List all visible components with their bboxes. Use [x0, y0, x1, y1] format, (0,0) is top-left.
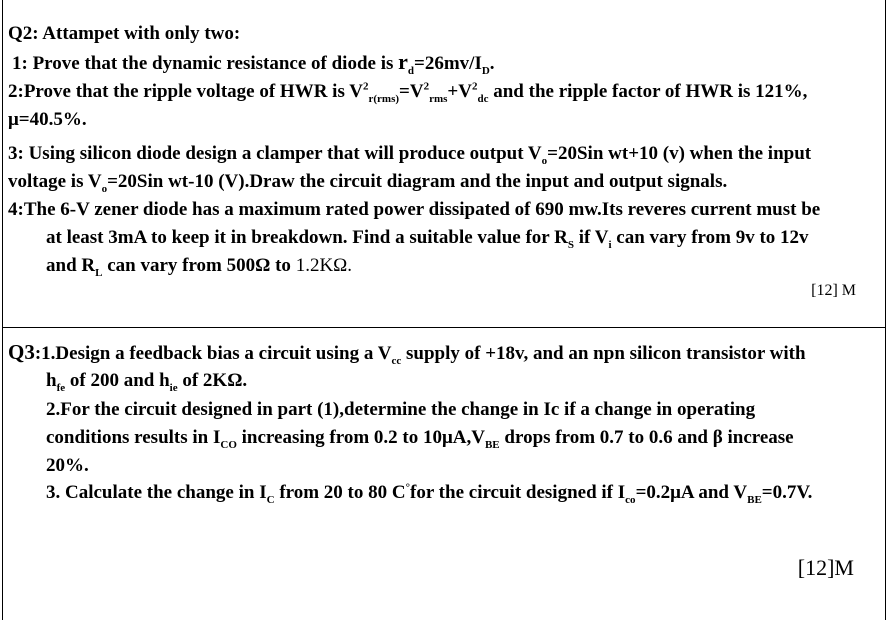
q2-part1: 1: Prove that the dynamic resistance of diode is $r_d=26mv/I_D$. [12, 49, 495, 77]
q2-marks: [12] M [811, 282, 856, 299]
q2-part2-line2: μ=40.5%. [8, 109, 87, 130]
q2-part4-line2: at least 3mA to keep it in breakdown. Find a suitable value for $R_S$ if $V_i$ can vary from 9v to 12v [46, 227, 809, 251]
q3-part2-line3: 20%. [46, 455, 89, 476]
q3-part1: Q3:1.Design a feedback bias a circuit using a $V_{cc}$ supply of +18v, and an npn silicon transistor with [8, 340, 806, 367]
q2-part4-line3: and $R_L$ can vary from 500Ω to 1.2KΩ. [46, 255, 353, 279]
q2-part3-line2: voltage is $V_o=20Sin$ wt-10 (V).Draw the circuit diagram and the input and output signals. [8, 171, 728, 195]
q3-part2-line2: conditions results in $I_{CO}$ increasing from 0.2 to $10\mu A,V_{BE}$ drops from 0.7 to 0.6 and β increase [46, 427, 794, 451]
section-divider [2, 327, 886, 328]
q2-part4: 4:The 6-V zener diode has a maximum rated power dissipated of 690 mw.Its reveres current must be [8, 199, 821, 220]
q3-part3: 3. Calculate the change in $I_C$ from 20 to 80 C°for the circuit designed if $I_{co}=0.2\mu A$ and $V_{BE}=0.7V$. [46, 481, 813, 506]
q3-part2: 2.For the circuit designed in part (1),determine the change in Ic if a change in operating [46, 399, 756, 420]
q2-part3: 3: Using silicon diode design a clamper that will produce output $V_o=20Sin$ wt+10 (v) when the input [8, 143, 812, 167]
q3-marks: [12]M [797, 555, 854, 580]
q3-part1-line2: $h_{fe}$ of 200 and $h_{ie}$ of 2KΩ. [46, 370, 248, 394]
q2-part2: 2:Prove that the ripple voltage of HWR is $V^2_{r(rms)}=V^2_{rms}+V^2_{dc}$ and the ripple factor of HWR is 121%, [8, 80, 808, 105]
q2-heading: Q2: Attampet with only two: [8, 23, 241, 44]
